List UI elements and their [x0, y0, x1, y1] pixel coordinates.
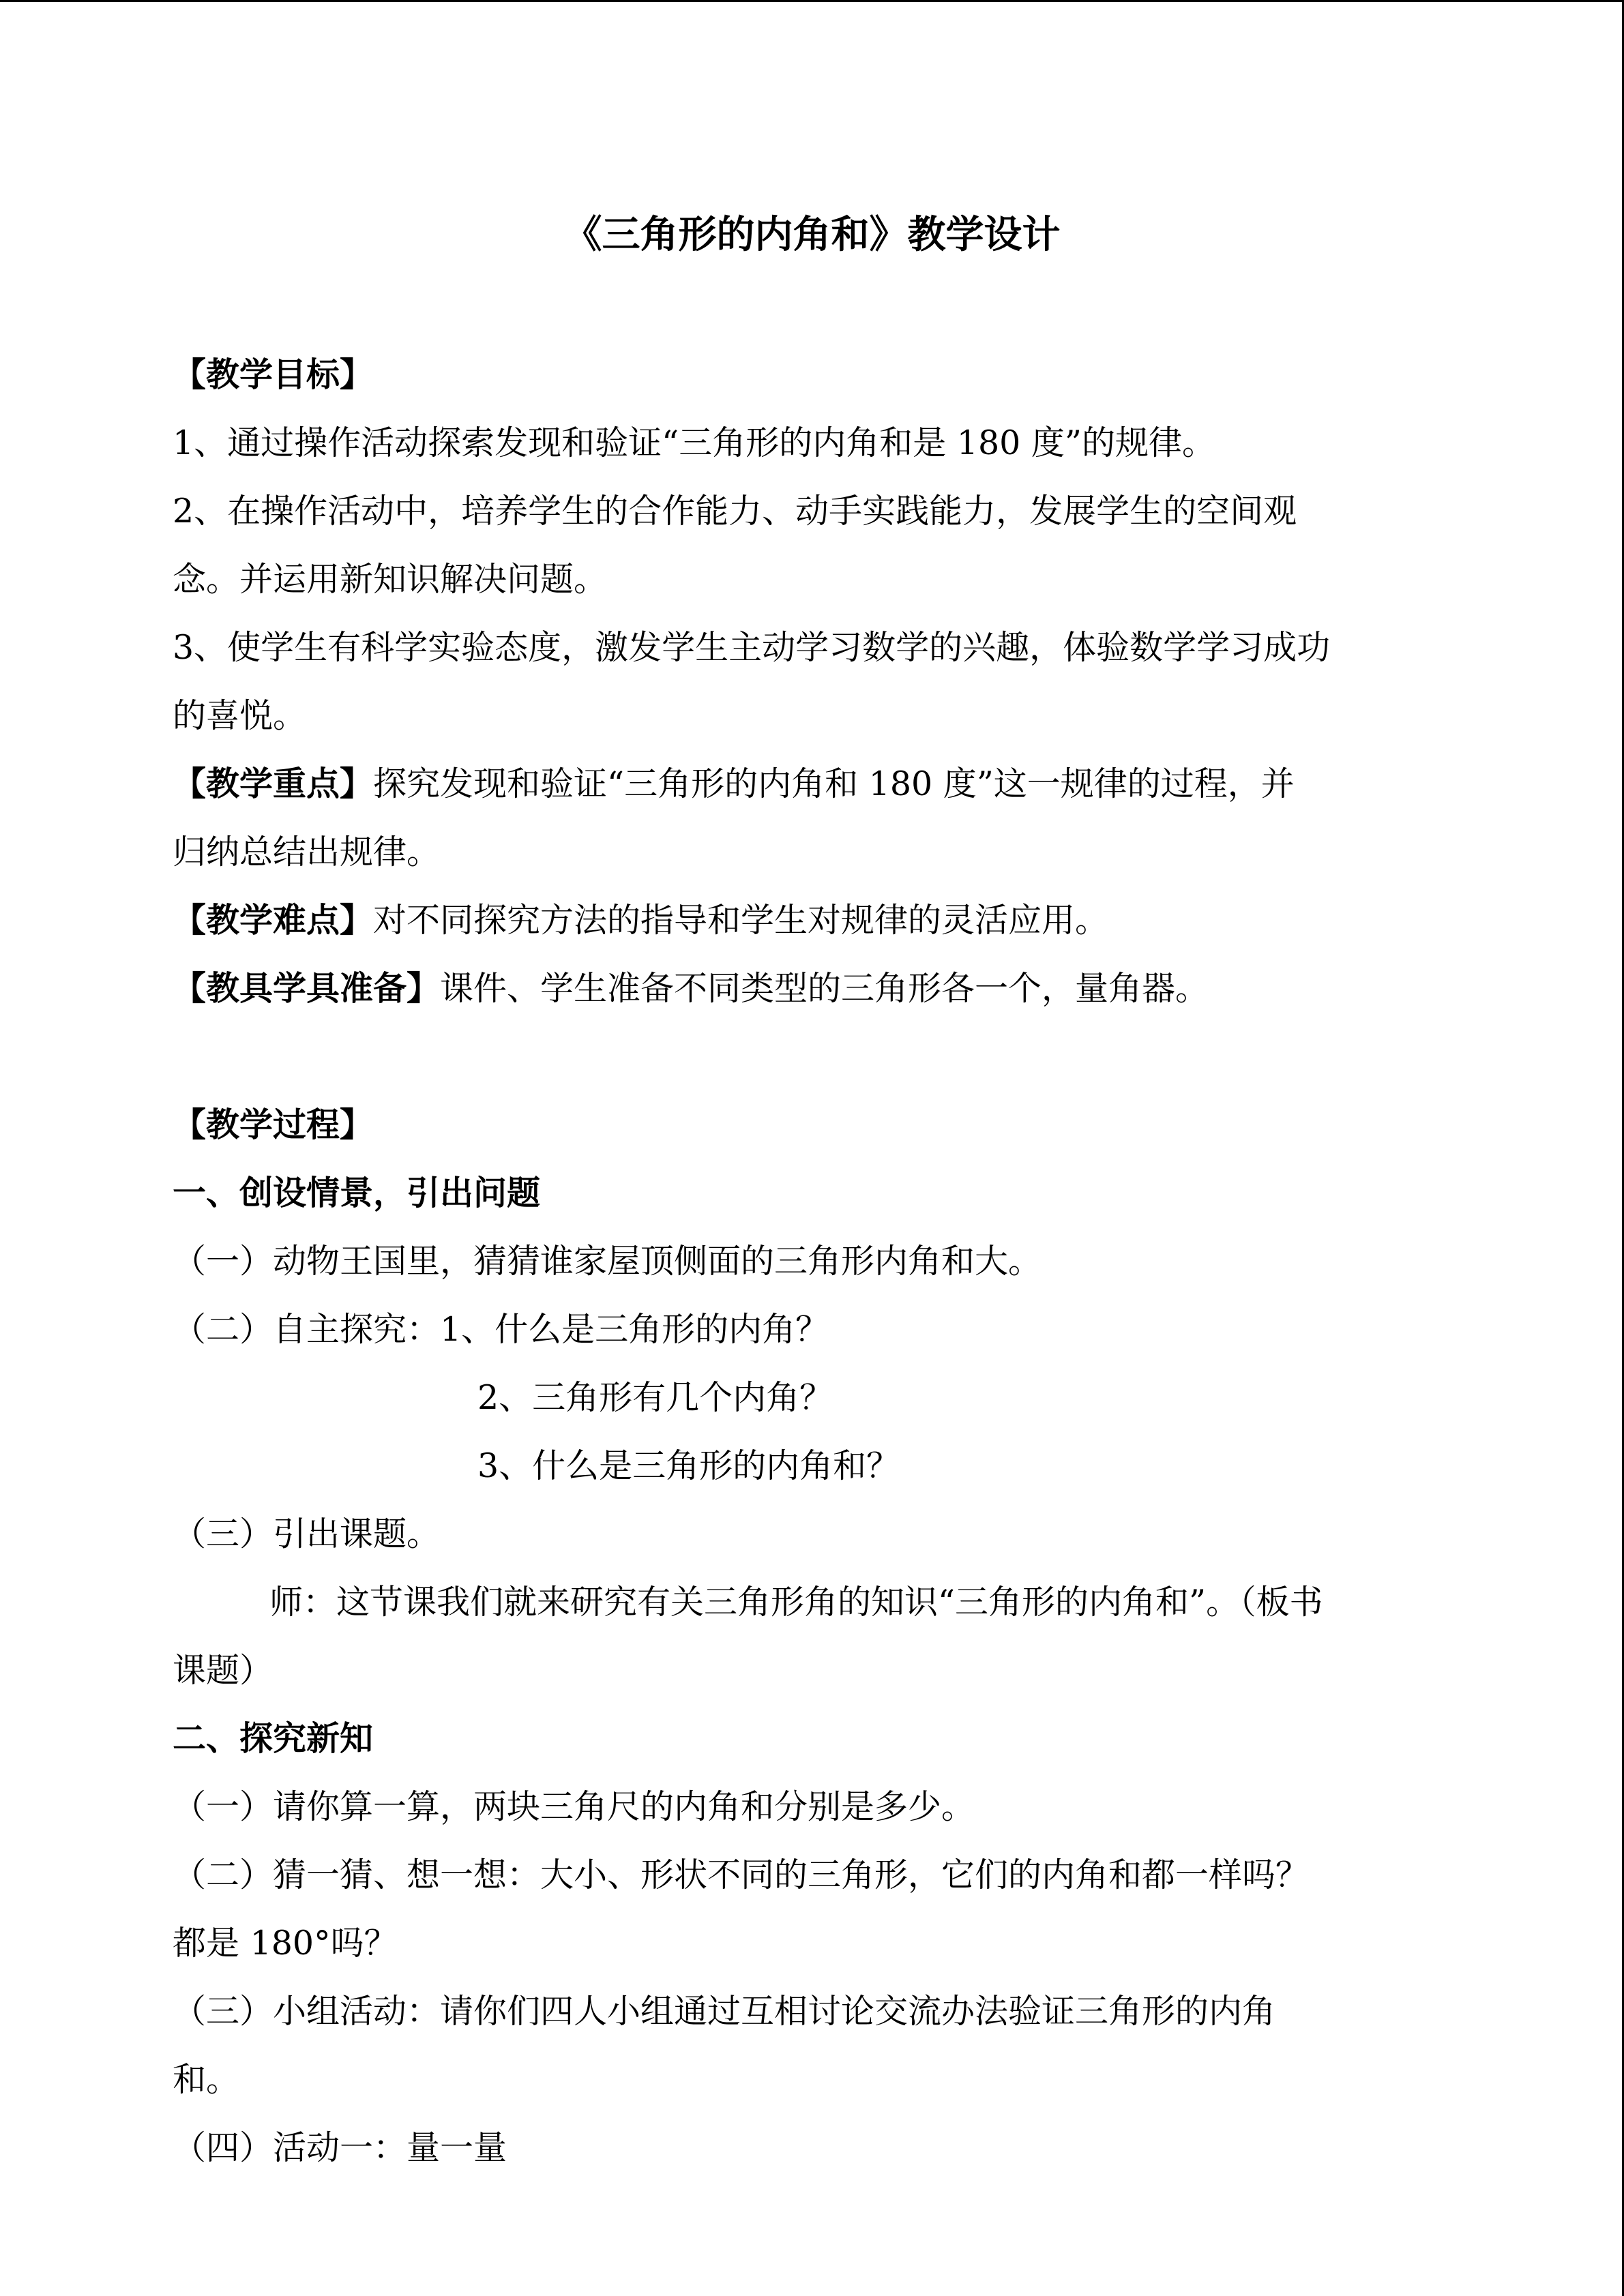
objectives-heading: 【教学目标】 [173, 355, 374, 394]
objective-3-line-2: 的喜悦。 [173, 696, 307, 735]
process-heading: 【教学过程】 [173, 1105, 374, 1144]
teacher-remark-line-1: 师：这节课我们就来研究有关三角形角的知识“三角形的内角和”。（板书 [269, 1583, 1323, 1622]
objective-3-line-1: 3、使学生有科学实验态度，激发学生主动学习数学的兴趣，体验数学学习成功 [173, 628, 1331, 667]
difficulties-text: 对不同探究方法的指导和学生对规律的灵活应用。 [373, 901, 1109, 940]
section-1-item-2-question-2: 2、三角形有几个内角？ [477, 1378, 833, 1417]
page-top-border [0, 0, 1624, 2]
section-2-item-4: （四）活动一：量一量 [173, 2128, 507, 2167]
materials-line [173, 965, 1209, 1013]
section-2-item-2-line-1: （二）猜一猜、想一想：大小、形状不同的三角形，它们的内角和都一样吗？ [173, 1855, 1310, 1894]
section-2-item-1: （一）请你算一算，两块三角尺的内角和分别是多少。 [173, 1787, 975, 1826]
section-1-item-1: （一）动物王国里，猜猜谁家屋顶侧面的三角形内角和大。 [173, 1242, 1042, 1281]
section-2-item-2-line-2: 都是 180°吗？ [173, 1924, 398, 1963]
document-title: 《三角形的内角和》教学设计 [563, 213, 1061, 257]
key-points-line-1 [173, 760, 1295, 808]
section-1-item-3: （三）引出课题。 [173, 1515, 441, 1553]
key-points-line-2: 归纳总结出规律。 [173, 833, 441, 871]
key-points-label: 【教学重点】 [173, 764, 374, 803]
section-2-item-3-line-2: 和。 [173, 2060, 240, 2099]
teacher-remark-line-2: 课题） [173, 1651, 274, 1690]
difficulties-label: 【教学难点】 [173, 901, 374, 940]
section-1-heading: 一、创设情景，引出问题 [173, 1174, 541, 1212]
materials-label: 【教具学具准备】 [173, 969, 441, 1008]
section-1-item-2: （二）自主探究：1、什么是三角形的内角？ [173, 1310, 829, 1349]
objective-2-line-1: 2、在操作活动中，培养学生的合作能力、动手实践能力，发展学生的空间观 [173, 492, 1297, 531]
section-2-heading: 二、探究新知 [173, 1719, 374, 1758]
key-points-text: 探究发现和验证“三角形的内角和 180 度”这一规律的过程，并 [373, 764, 1295, 803]
objective-2-line-2: 念。并运用新知识解决问题。 [173, 560, 608, 599]
objective-1: 1、通过操作活动探索发现和验证“三角形的内角和是 180 度”的规律。 [173, 423, 1215, 462]
materials-text: 课件、学生准备不同类型的三角形各一个，量角器。 [440, 969, 1209, 1008]
section-1-item-2-question-3: 3、什么是三角形的内角和？ [477, 1446, 900, 1485]
section-2-item-3-line-1: （三）小组活动：请你们四人小组通过互相讨论交流办法验证三角形的内角 [173, 1992, 1276, 2031]
difficulties-line [173, 897, 1108, 944]
